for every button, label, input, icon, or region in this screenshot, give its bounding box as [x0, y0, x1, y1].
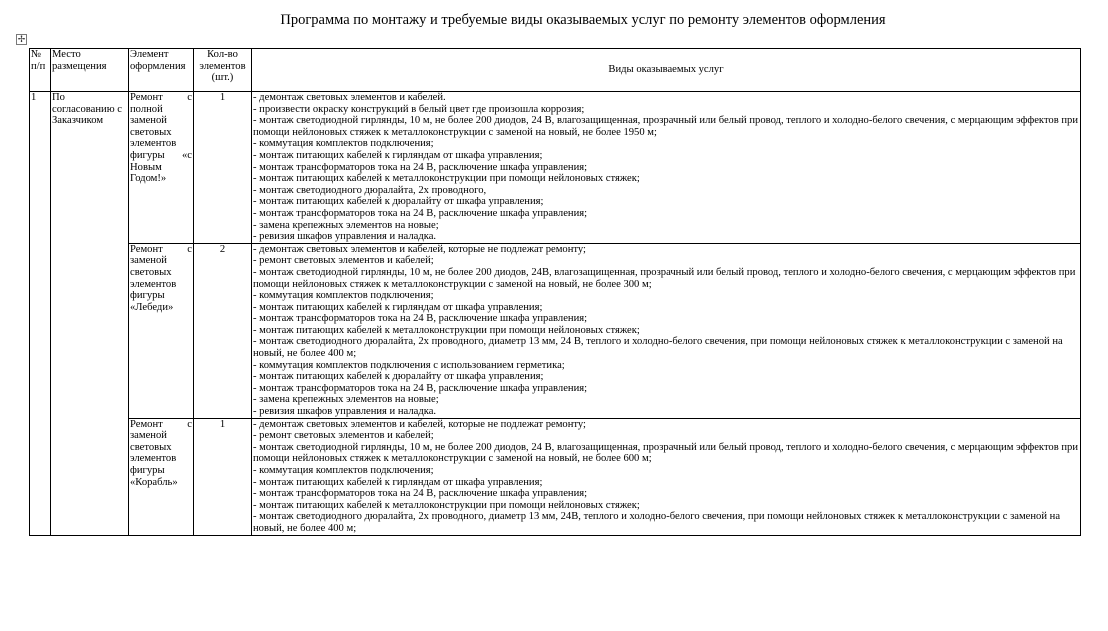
service-line: - монтаж питающих кабелей к дюралайту от шкафа управления;	[253, 196, 544, 208]
table-row	[30, 92, 1081, 244]
row-services	[252, 243, 1081, 418]
row-services	[252, 92, 1081, 244]
row-services	[252, 418, 1081, 535]
service-line: - монтаж светодиодной гирлянды, 10 м, не более 200 диодов, 24В, влагозащищенная, прозрачный или белый провод, теплого и холодно-белого свечения, с мерцающим эффектов при помощи нейлоновых стяжек к металлоконструкции с заменой на новый, не более 300 м;	[253, 266, 1076, 290]
move-cross-icon[interactable]: ✢	[17, 34, 26, 44]
service-line: - произвести окраску конструкций в белый цвет где произошла коррозия;	[253, 103, 585, 115]
service-line: - коммутация комплектов подключения с использованием герметика;	[253, 359, 565, 371]
service-line: - монтаж питающих кабелей к металлоконструкции при помощи нейлоновых стяжек;	[253, 173, 640, 185]
header-place: Место размещения	[51, 49, 129, 92]
row-num: 1	[30, 92, 51, 536]
service-line: - коммутация комплектов подключения;	[253, 138, 434, 150]
service-line: - монтаж питающих кабелей к дюралайту от шкафа управления;	[253, 371, 544, 383]
services-table	[29, 48, 1081, 536]
service-line: - монтаж питающих кабелей к металлоконструкции при помощи нейлоновых стяжек;	[253, 324, 640, 336]
header-element: Элемент оформления	[129, 49, 194, 92]
service-line: - монтаж трансформаторов тока на 24 В, расключение шкафа управления;	[253, 488, 588, 500]
service-line: - ревизия шкафов управления и наладка.	[253, 231, 437, 243]
service-line: - монтаж светодиодного дюралайта, 2х проводного,	[253, 184, 487, 196]
table-row	[30, 418, 1081, 535]
row-element: Ремонт с полной заменой световых элементов фигуры «с Новым Годом!»	[129, 92, 194, 244]
header-services: Виды оказываемых услуг	[252, 49, 1081, 92]
service-line: - демонтаж световых элементов и кабелей, которые не подлежат ремонту;	[253, 418, 586, 430]
service-line: - монтаж питающих кабелей к гирляндам от шкафа управления;	[253, 476, 543, 488]
service-line: - замена крепежных элементов на новые;	[253, 219, 439, 231]
service-line: - ремонт световых элементов и кабелей;	[253, 255, 434, 267]
row-place: По согласованию с Заказчиком	[51, 92, 129, 536]
row-qty: 2	[194, 243, 252, 418]
service-line: - монтаж светодиодного дюралайта, 2х проводного, диаметр 13 мм, 24 В, теплого и холодно-белого свечения, при помощи нейлоновых стяжек к металлоконструкции с заменой на новый, не более 400 м;	[253, 336, 1063, 360]
row-qty: 1	[194, 92, 252, 244]
service-line: - ремонт световых элементов и кабелей;	[253, 430, 434, 442]
service-line: - монтаж трансформаторов тока на 24 В, расключение шкафа управления;	[253, 382, 588, 394]
service-line: - монтаж светодиодного дюралайта, 2х проводного, диаметр 13 мм, 24В, теплого и холодно-белого свечения, при помощи нейлоновых стяжек к металлоконструкции с заменой на новый, не более 400 м;	[253, 511, 1061, 534]
service-line: - монтаж трансформаторов тока на 24 В, расключение шкафа управления;	[253, 207, 588, 219]
row-element: Ремонт с заменой световых элементов фигуры «Корабль»	[129, 418, 194, 535]
service-line: - ревизия шкафов управления и наладка.	[253, 406, 437, 418]
row-qty: 1	[194, 418, 252, 535]
service-line: - монтаж светодиодной гирлянды, 10 м, не более 200 диодов, 24 В, влагозащищенная, прозрачный или белый провод, теплого и холодно-белого свечения, с мерцающим эффектов при помощи нейлоновых стяжек к металлоконструкции с заменой на новый, не более 600 м;	[253, 441, 1079, 465]
header-num: № п/п	[30, 49, 51, 92]
service-line: - монтаж питающих кабелей к гирляндам от шкафа управления;	[253, 149, 543, 161]
page-title: Программа по монтажу и требуемые виды оказываемых услуг по ремонту элементов оформления	[280, 12, 886, 28]
service-line: - монтаж светодиодной гирлянды, 10 м, не более 200 диодов, 24 В, влагозащищенная, прозрачный или белый провод, теплого и холодно-белого свечения, с мерцающим эффектов при помощи нейлоновых стяжек к металлоконструкции с заменой на новый, не более 1950 м;	[253, 115, 1079, 138]
service-line: - коммутация комплектов подключения;	[253, 465, 434, 476]
service-line: - монтаж питающих кабелей к металлоконструкции при помощи нейлоновых стяжек;	[253, 499, 640, 511]
service-line: - демонтаж световых элементов и кабелей.	[253, 92, 446, 103]
table-header-row	[30, 49, 1081, 92]
header-qty: Кол-во элементов (шт.)	[194, 49, 252, 92]
table-row	[30, 243, 1081, 418]
service-line: - замена крепежных элементов на новые;	[253, 394, 439, 406]
row-element: Ремонт с заменой световых элементов фигуры «Лебеди»	[129, 243, 194, 418]
service-line: - коммутация комплектов подключения;	[253, 290, 434, 302]
service-line: - демонтаж световых элементов и кабелей, которые не подлежат ремонту;	[253, 243, 586, 255]
service-line: - монтаж трансформаторов тока на 24 В, расключение шкафа управления;	[253, 313, 588, 325]
service-line: - монтаж питающих кабелей к гирляндам от шкафа управления;	[253, 301, 543, 313]
service-line: - монтаж трансформаторов тока на 24 В, расключение шкафа управления;	[253, 161, 588, 173]
